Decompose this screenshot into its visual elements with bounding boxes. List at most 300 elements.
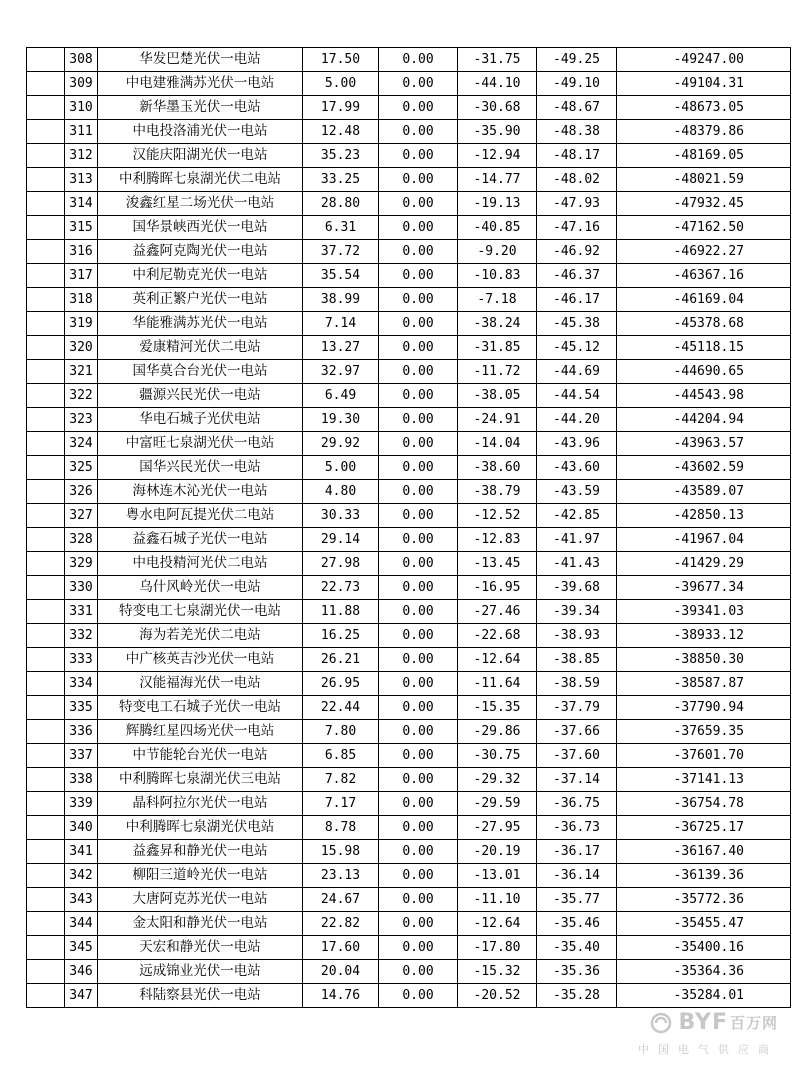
value-d-cell: -46.17 <box>537 288 617 312</box>
value-a-cell: 33.25 <box>303 168 379 192</box>
value-d-cell: -41.97 <box>537 528 617 552</box>
value-a-cell: 5.00 <box>303 456 379 480</box>
value-e-cell: -35772.36 <box>617 888 791 912</box>
value-c-cell: -12.94 <box>458 144 537 168</box>
station-name-cell: 特变电工七泉湖光伏一电站 <box>98 600 303 624</box>
value-d-cell: -42.85 <box>537 504 617 528</box>
value-a-cell: 16.25 <box>303 624 379 648</box>
station-name-cell: 天宏和静光伏一电站 <box>98 936 303 960</box>
value-b-cell: 0.00 <box>379 96 458 120</box>
value-c-cell: -30.68 <box>458 96 537 120</box>
value-d-cell: -36.17 <box>537 840 617 864</box>
station-name-cell: 海为若羌光伏二电站 <box>98 624 303 648</box>
value-d-cell: -36.75 <box>537 792 617 816</box>
station-name-cell: 海林连木沁光伏一电站 <box>98 480 303 504</box>
value-b-cell: 0.00 <box>379 288 458 312</box>
value-a-cell: 4.80 <box>303 480 379 504</box>
value-b-cell: 0.00 <box>379 912 458 936</box>
value-b-cell: 0.00 <box>379 504 458 528</box>
value-d-cell: -48.17 <box>537 144 617 168</box>
row-index-cell: 342 <box>65 864 98 888</box>
value-b-cell: 0.00 <box>379 816 458 840</box>
watermark-logo-cn: 百万网 <box>729 1014 778 1032</box>
value-e-cell: -46367.16 <box>617 264 791 288</box>
value-c-cell: -40.85 <box>458 216 537 240</box>
table-row <box>27 552 791 576</box>
blank-cell <box>27 864 65 888</box>
row-index-cell: 323 <box>65 408 98 432</box>
value-b-cell: 0.00 <box>379 312 458 336</box>
row-index-cell: 345 <box>65 936 98 960</box>
value-b-cell: 0.00 <box>379 408 458 432</box>
station-name-cell: 华能雅满苏光伏一电站 <box>98 312 303 336</box>
value-c-cell: -14.04 <box>458 432 537 456</box>
table-row <box>27 480 791 504</box>
blank-cell <box>27 840 65 864</box>
value-b-cell: 0.00 <box>379 888 458 912</box>
value-a-cell: 7.80 <box>303 720 379 744</box>
blank-cell <box>27 216 65 240</box>
value-a-cell: 29.92 <box>303 432 379 456</box>
value-d-cell: -45.38 <box>537 312 617 336</box>
value-e-cell: -47932.45 <box>617 192 791 216</box>
value-c-cell: -16.95 <box>458 576 537 600</box>
row-index-cell: 319 <box>65 312 98 336</box>
value-a-cell: 7.17 <box>303 792 379 816</box>
blank-cell <box>27 984 65 1008</box>
table-row <box>27 792 791 816</box>
value-b-cell: 0.00 <box>379 216 458 240</box>
value-c-cell: -29.32 <box>458 768 537 792</box>
value-b-cell: 0.00 <box>379 720 458 744</box>
value-a-cell: 6.49 <box>303 384 379 408</box>
value-b-cell: 0.00 <box>379 120 458 144</box>
value-b-cell: 0.00 <box>379 744 458 768</box>
value-a-cell: 14.76 <box>303 984 379 1008</box>
value-b-cell: 0.00 <box>379 600 458 624</box>
table-row <box>27 432 791 456</box>
blank-cell <box>27 96 65 120</box>
value-e-cell: -49247.00 <box>617 48 791 72</box>
station-name-cell: 中节能轮台光伏一电站 <box>98 744 303 768</box>
station-name-cell: 中富旺七泉湖光伏一电站 <box>98 432 303 456</box>
blank-cell <box>27 192 65 216</box>
row-index-cell: 310 <box>65 96 98 120</box>
station-name-cell: 益鑫石城子光伏一电站 <box>98 528 303 552</box>
table-row <box>27 72 791 96</box>
row-index-cell: 332 <box>65 624 98 648</box>
table-row <box>27 408 791 432</box>
row-index-cell: 325 <box>65 456 98 480</box>
watermark <box>638 1010 778 1057</box>
value-d-cell: -44.69 <box>537 360 617 384</box>
station-name-cell: 疆源兴民光伏一电站 <box>98 384 303 408</box>
value-d-cell: -47.16 <box>537 216 617 240</box>
station-name-cell: 爱康精河光伏二电站 <box>98 336 303 360</box>
station-name-cell: 中利尼勒克光伏一电站 <box>98 264 303 288</box>
table-row <box>27 240 791 264</box>
blank-cell <box>27 288 65 312</box>
table-row <box>27 864 791 888</box>
byf-swirl-icon <box>650 1012 672 1034</box>
blank-cell <box>27 768 65 792</box>
station-name-cell: 乌什风岭光伏一电站 <box>98 576 303 600</box>
row-index-cell: 321 <box>65 360 98 384</box>
value-a-cell: 7.14 <box>303 312 379 336</box>
value-e-cell: -37659.35 <box>617 720 791 744</box>
blank-cell <box>27 528 65 552</box>
station-name-cell: 柳阳三道岭光伏一电站 <box>98 864 303 888</box>
blank-cell <box>27 408 65 432</box>
value-b-cell: 0.00 <box>379 432 458 456</box>
value-e-cell: -38850.30 <box>617 648 791 672</box>
value-c-cell: -12.52 <box>458 504 537 528</box>
value-c-cell: -27.95 <box>458 816 537 840</box>
row-index-cell: 346 <box>65 960 98 984</box>
station-name-cell: 华发巴楚光伏一电站 <box>98 48 303 72</box>
row-index-cell: 335 <box>65 696 98 720</box>
row-index-cell: 309 <box>65 72 98 96</box>
value-d-cell: -49.25 <box>537 48 617 72</box>
settlement-table <box>26 47 791 1008</box>
station-name-cell: 中利腾晖七泉湖光伏电站 <box>98 816 303 840</box>
station-name-cell: 远成锦业光伏一电站 <box>98 960 303 984</box>
value-d-cell: -43.96 <box>537 432 617 456</box>
blank-cell <box>27 744 65 768</box>
row-index-cell: 341 <box>65 840 98 864</box>
watermark-logo-text: BYF <box>678 1010 728 1035</box>
table-row <box>27 816 791 840</box>
value-e-cell: -44690.65 <box>617 360 791 384</box>
value-d-cell: -35.36 <box>537 960 617 984</box>
value-d-cell: -46.92 <box>537 240 617 264</box>
station-name-cell: 晶科阿拉尔光伏一电站 <box>98 792 303 816</box>
value-e-cell: -48021.59 <box>617 168 791 192</box>
station-name-cell: 中利腾晖七泉湖光伏二电站 <box>98 168 303 192</box>
table-row <box>27 96 791 120</box>
value-e-cell: -46169.04 <box>617 288 791 312</box>
value-d-cell: -48.38 <box>537 120 617 144</box>
value-a-cell: 35.54 <box>303 264 379 288</box>
value-d-cell: -49.10 <box>537 72 617 96</box>
station-name-cell: 新华墨玉光伏一电站 <box>98 96 303 120</box>
value-e-cell: -35400.16 <box>617 936 791 960</box>
row-index-cell: 311 <box>65 120 98 144</box>
value-e-cell: -48169.05 <box>617 144 791 168</box>
value-e-cell: -49104.31 <box>617 72 791 96</box>
value-d-cell: -47.93 <box>537 192 617 216</box>
blank-cell <box>27 576 65 600</box>
blank-cell <box>27 120 65 144</box>
station-name-cell: 金太阳和静光伏一电站 <box>98 912 303 936</box>
value-d-cell: -37.66 <box>537 720 617 744</box>
table-row <box>27 600 791 624</box>
value-a-cell: 17.99 <box>303 96 379 120</box>
value-d-cell: -35.46 <box>537 912 617 936</box>
table-row <box>27 888 791 912</box>
value-c-cell: -12.64 <box>458 912 537 936</box>
table-row <box>27 744 791 768</box>
value-b-cell: 0.00 <box>379 576 458 600</box>
value-c-cell: -12.83 <box>458 528 537 552</box>
blank-cell <box>27 360 65 384</box>
value-c-cell: -13.45 <box>458 552 537 576</box>
value-a-cell: 22.44 <box>303 696 379 720</box>
value-a-cell: 27.98 <box>303 552 379 576</box>
table-row <box>27 216 791 240</box>
row-index-cell: 333 <box>65 648 98 672</box>
table-row <box>27 144 791 168</box>
row-index-cell: 308 <box>65 48 98 72</box>
value-a-cell: 6.85 <box>303 744 379 768</box>
value-d-cell: -37.79 <box>537 696 617 720</box>
value-a-cell: 15.98 <box>303 840 379 864</box>
value-d-cell: -45.12 <box>537 336 617 360</box>
value-c-cell: -31.85 <box>458 336 537 360</box>
value-d-cell: -39.34 <box>537 600 617 624</box>
value-c-cell: -9.20 <box>458 240 537 264</box>
value-c-cell: -38.05 <box>458 384 537 408</box>
blank-cell <box>27 960 65 984</box>
value-b-cell: 0.00 <box>379 144 458 168</box>
blank-cell <box>27 600 65 624</box>
value-b-cell: 0.00 <box>379 840 458 864</box>
blank-cell <box>27 936 65 960</box>
station-name-cell: 特变电工石城子光伏一电站 <box>98 696 303 720</box>
value-d-cell: -43.60 <box>537 456 617 480</box>
station-name-cell: 英利正繁户光伏一电站 <box>98 288 303 312</box>
table-body <box>27 48 791 1008</box>
value-c-cell: -11.64 <box>458 672 537 696</box>
station-name-cell: 益鑫昇和静光伏一电站 <box>98 840 303 864</box>
table-row <box>27 840 791 864</box>
value-e-cell: -46922.27 <box>617 240 791 264</box>
value-c-cell: -29.86 <box>458 720 537 744</box>
value-b-cell: 0.00 <box>379 552 458 576</box>
value-b-cell: 0.00 <box>379 72 458 96</box>
value-c-cell: -12.64 <box>458 648 537 672</box>
table-row <box>27 288 791 312</box>
value-c-cell: -13.01 <box>458 864 537 888</box>
value-e-cell: -43963.57 <box>617 432 791 456</box>
value-b-cell: 0.00 <box>379 264 458 288</box>
blank-cell <box>27 888 65 912</box>
blank-cell <box>27 456 65 480</box>
value-e-cell: -38587.87 <box>617 672 791 696</box>
row-index-cell: 313 <box>65 168 98 192</box>
value-e-cell: -43602.59 <box>617 456 791 480</box>
blank-cell <box>27 480 65 504</box>
station-name-cell: 中利腾晖七泉湖光伏三电站 <box>98 768 303 792</box>
row-index-cell: 338 <box>65 768 98 792</box>
value-c-cell: -44.10 <box>458 72 537 96</box>
value-e-cell: -41967.04 <box>617 528 791 552</box>
table-row <box>27 672 791 696</box>
value-a-cell: 5.00 <box>303 72 379 96</box>
blank-cell <box>27 336 65 360</box>
value-e-cell: -48673.05 <box>617 96 791 120</box>
blank-cell <box>27 648 65 672</box>
value-d-cell: -35.40 <box>537 936 617 960</box>
value-c-cell: -22.68 <box>458 624 537 648</box>
row-index-cell: 317 <box>65 264 98 288</box>
value-a-cell: 29.14 <box>303 528 379 552</box>
value-a-cell: 35.23 <box>303 144 379 168</box>
value-c-cell: -27.46 <box>458 600 537 624</box>
row-index-cell: 316 <box>65 240 98 264</box>
table-row <box>27 984 791 1008</box>
value-a-cell: 22.82 <box>303 912 379 936</box>
value-b-cell: 0.00 <box>379 384 458 408</box>
table-row <box>27 528 791 552</box>
blank-cell <box>27 72 65 96</box>
station-name-cell: 国华兴民光伏一电站 <box>98 456 303 480</box>
blank-cell <box>27 552 65 576</box>
station-name-cell: 浚鑫红星二场光伏一电站 <box>98 192 303 216</box>
value-d-cell: -38.85 <box>537 648 617 672</box>
value-d-cell: -38.59 <box>537 672 617 696</box>
value-a-cell: 17.50 <box>303 48 379 72</box>
value-c-cell: -38.79 <box>458 480 537 504</box>
value-a-cell: 38.99 <box>303 288 379 312</box>
row-index-cell: 320 <box>65 336 98 360</box>
station-name-cell: 汉能庆阳湖光伏一电站 <box>98 144 303 168</box>
row-index-cell: 340 <box>65 816 98 840</box>
value-c-cell: -29.59 <box>458 792 537 816</box>
station-name-cell: 科陆察县光伏一电站 <box>98 984 303 1008</box>
value-c-cell: -35.90 <box>458 120 537 144</box>
table-row <box>27 696 791 720</box>
value-d-cell: -36.14 <box>537 864 617 888</box>
value-e-cell: -45118.15 <box>617 336 791 360</box>
value-a-cell: 32.97 <box>303 360 379 384</box>
station-name-cell: 国华景峡西光伏一电站 <box>98 216 303 240</box>
row-index-cell: 336 <box>65 720 98 744</box>
value-d-cell: -43.59 <box>537 480 617 504</box>
table-row <box>27 336 791 360</box>
value-c-cell: -31.75 <box>458 48 537 72</box>
row-index-cell: 324 <box>65 432 98 456</box>
value-c-cell: -15.35 <box>458 696 537 720</box>
station-name-cell: 粤水电阿瓦提光伏二电站 <box>98 504 303 528</box>
blank-cell <box>27 504 65 528</box>
watermark-subtitle: 中国电气供应商 <box>638 1043 778 1056</box>
value-e-cell: -47162.50 <box>617 216 791 240</box>
row-index-cell: 327 <box>65 504 98 528</box>
value-d-cell: -38.93 <box>537 624 617 648</box>
value-e-cell: -35455.47 <box>617 912 791 936</box>
value-c-cell: -10.83 <box>458 264 537 288</box>
value-e-cell: -36725.17 <box>617 816 791 840</box>
station-name-cell: 中电投精河光伏二电站 <box>98 552 303 576</box>
value-e-cell: -44204.94 <box>617 408 791 432</box>
value-e-cell: -35284.01 <box>617 984 791 1008</box>
value-b-cell: 0.00 <box>379 648 458 672</box>
value-d-cell: -35.28 <box>537 984 617 1008</box>
value-e-cell: -37601.70 <box>617 744 791 768</box>
value-d-cell: -44.54 <box>537 384 617 408</box>
table-row <box>27 912 791 936</box>
value-c-cell: -20.19 <box>458 840 537 864</box>
table-row <box>27 360 791 384</box>
blank-cell <box>27 240 65 264</box>
station-name-cell: 益鑫阿克陶光伏一电站 <box>98 240 303 264</box>
value-b-cell: 0.00 <box>379 864 458 888</box>
blank-cell <box>27 312 65 336</box>
value-b-cell: 0.00 <box>379 528 458 552</box>
value-b-cell: 0.00 <box>379 336 458 360</box>
value-c-cell: -20.52 <box>458 984 537 1008</box>
table-row <box>27 504 791 528</box>
value-e-cell: -42850.13 <box>617 504 791 528</box>
value-a-cell: 17.60 <box>303 936 379 960</box>
value-c-cell: -19.13 <box>458 192 537 216</box>
value-b-cell: 0.00 <box>379 480 458 504</box>
table-row <box>27 384 791 408</box>
table-row <box>27 624 791 648</box>
value-b-cell: 0.00 <box>379 456 458 480</box>
blank-cell <box>27 816 65 840</box>
station-name-cell: 大唐阿克苏光伏一电站 <box>98 888 303 912</box>
value-b-cell: 0.00 <box>379 768 458 792</box>
row-index-cell: 343 <box>65 888 98 912</box>
value-a-cell: 26.21 <box>303 648 379 672</box>
value-b-cell: 0.00 <box>379 192 458 216</box>
blank-cell <box>27 264 65 288</box>
value-b-cell: 0.00 <box>379 984 458 1008</box>
row-index-cell: 329 <box>65 552 98 576</box>
watermark-logo <box>638 1010 778 1035</box>
value-e-cell: -38933.12 <box>617 624 791 648</box>
value-c-cell: -11.10 <box>458 888 537 912</box>
row-index-cell: 312 <box>65 144 98 168</box>
value-e-cell: -36754.78 <box>617 792 791 816</box>
row-index-cell: 331 <box>65 600 98 624</box>
value-a-cell: 24.67 <box>303 888 379 912</box>
station-name-cell: 辉腾红星四场光伏一电站 <box>98 720 303 744</box>
value-c-cell: -15.32 <box>458 960 537 984</box>
blank-cell <box>27 168 65 192</box>
value-e-cell: -45378.68 <box>617 312 791 336</box>
value-b-cell: 0.00 <box>379 168 458 192</box>
blank-cell <box>27 384 65 408</box>
row-index-cell: 344 <box>65 912 98 936</box>
data-table-container <box>26 47 791 1008</box>
station-name-cell: 中电建雅满苏光伏一电站 <box>98 72 303 96</box>
station-name-cell: 汉能福海光伏一电站 <box>98 672 303 696</box>
value-b-cell: 0.00 <box>379 624 458 648</box>
station-name-cell: 华电石城子光伏电站 <box>98 408 303 432</box>
blank-cell <box>27 720 65 744</box>
value-b-cell: 0.00 <box>379 360 458 384</box>
row-index-cell: 330 <box>65 576 98 600</box>
value-c-cell: -30.75 <box>458 744 537 768</box>
value-e-cell: -48379.86 <box>617 120 791 144</box>
value-a-cell: 30.33 <box>303 504 379 528</box>
value-b-cell: 0.00 <box>379 960 458 984</box>
row-index-cell: 318 <box>65 288 98 312</box>
value-a-cell: 8.78 <box>303 816 379 840</box>
value-d-cell: -37.14 <box>537 768 617 792</box>
blank-cell <box>27 912 65 936</box>
value-d-cell: -48.67 <box>537 96 617 120</box>
value-c-cell: -38.24 <box>458 312 537 336</box>
table-row <box>27 768 791 792</box>
table-row <box>27 456 791 480</box>
value-d-cell: -39.68 <box>537 576 617 600</box>
value-c-cell: -14.77 <box>458 168 537 192</box>
value-e-cell: -37790.94 <box>617 696 791 720</box>
